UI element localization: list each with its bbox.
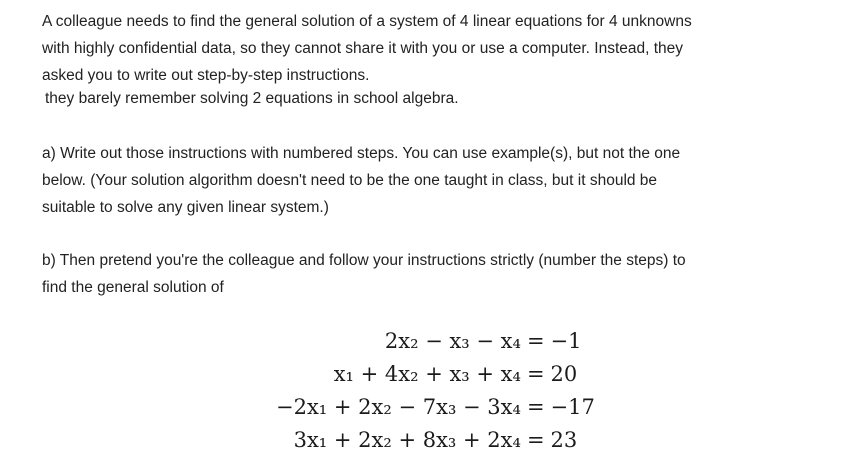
equation-lhs: 3x₁ + 2x₂ + 8x₃ + 2x₄ <box>293 428 521 452</box>
equation-row <box>276 424 595 457</box>
equation-rhs: 23 <box>550 428 578 452</box>
intro-line-1: A colleague needs to find the general solution of a system of 4 linear equations for 4 unknowns <box>42 13 692 30</box>
part-a-line-1: a) Write out those instructions with numbered steps. You can use example(s), but not the one <box>42 145 681 162</box>
equals-sign: = <box>526 329 545 353</box>
intro-line-4: they barely remember solving 2 equations in school algebra. <box>45 90 459 107</box>
equals-sign: = <box>526 428 545 452</box>
equation-lhs: 2x₂ − x₃ − x₄ <box>384 329 521 353</box>
intro-note <box>42 85 822 112</box>
equation-rhs: 20 <box>550 362 578 386</box>
problem-statement <box>42 8 822 301</box>
part-a-paragraph <box>42 140 822 221</box>
equals-sign: = <box>526 362 545 386</box>
equation-rhs: −17 <box>550 395 595 419</box>
equals-sign: = <box>526 395 545 419</box>
equation-rhs: −1 <box>550 329 582 353</box>
equation-lhs: −2x₁ + 2x₂ − 7x₃ − 3x₄ <box>276 395 521 419</box>
equation-row <box>276 358 595 391</box>
equation-table <box>276 325 595 457</box>
part-a-line-2: below. (Your solution algorithm doesn't need to be the one taught in class, but it should be <box>42 172 658 189</box>
part-b-line-2: find the general solution of <box>42 279 224 296</box>
intro-line-2: with highly confidential data, so they cannot share it with you or use a computer. Instead, they <box>42 40 684 57</box>
part-b-paragraph <box>42 247 822 301</box>
part-a-line-3: suitable to solve any given linear system.) <box>42 199 329 216</box>
intro-paragraph <box>42 8 822 89</box>
equation-row <box>276 325 595 358</box>
equation-lhs: x₁ + 4x₂ + x₃ + x₄ <box>333 362 521 386</box>
intro-line-3: asked you to write out step-by-step instructions. <box>42 67 370 84</box>
equation-row <box>276 391 595 424</box>
part-b-line-1: b) Then pretend you're the colleague and follow your instructions strictly (number the steps) to <box>42 252 686 269</box>
linear-system <box>0 325 857 457</box>
